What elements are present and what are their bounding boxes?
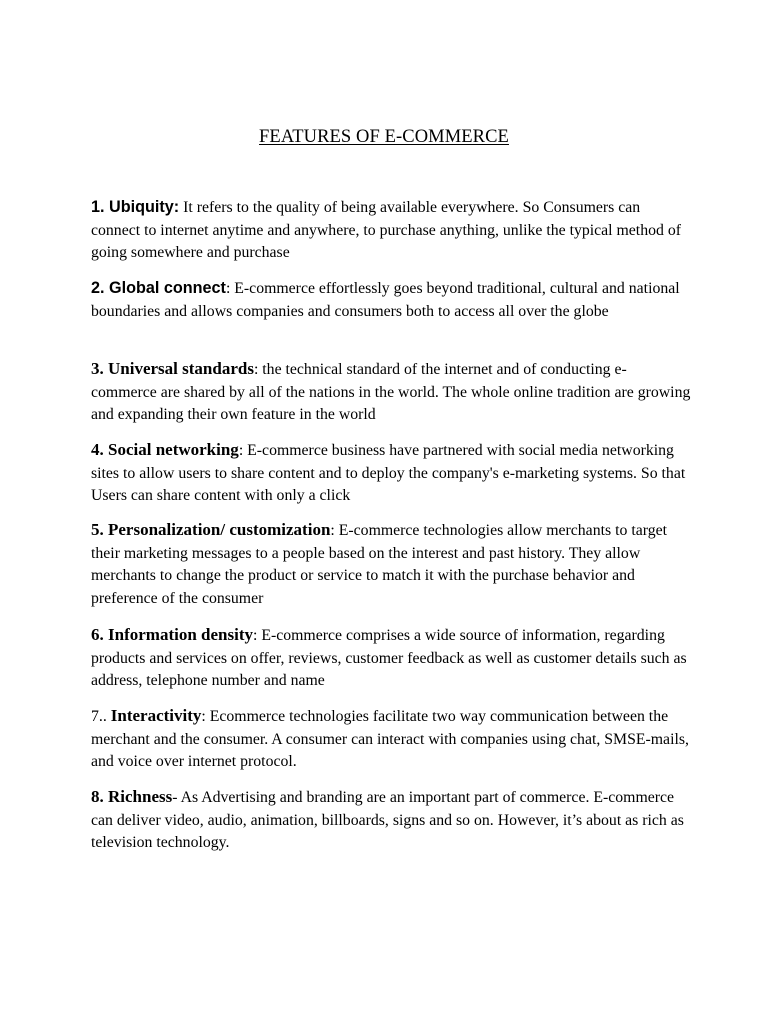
feature-interactivity (91, 705, 691, 774)
feature-heading: 8. Richness (91, 787, 173, 806)
feature-text: : E-commerce business have partnered with social media networking sites to allow users to share content and to deploy the company's e-marketing systems. So that Users can share content with only a click (91, 442, 686, 505)
feature-global-connect (91, 277, 691, 323)
feature-heading: 4. Social networking (91, 440, 239, 459)
feature-heading: 2. Global connect (91, 279, 226, 297)
document-title: FEATURES OF E-COMMERCE (259, 127, 509, 147)
feature-text: : the technical standard of the internet and of conducting e- commerce are shared by all of the nations in the world. The whole online tradition are growing and expanding their own feature in the world (91, 361, 691, 424)
feature-heading: 3. Universal standards (91, 359, 254, 378)
feature-text: : E-commerce technologies allow merchants to target their marketing messages to a people based on the interest and past history. They allow merchants to change the product or service to match it with the purchase behavior and preference of the consumer (91, 522, 667, 607)
feature-text: : E-commerce comprises a wide source of information, regarding products and services on offer, reviews, customer feedback as well as customer details such as address, telephone number and name (91, 627, 687, 690)
feature-heading: 6. Information density (91, 625, 253, 644)
feature-personalization (91, 519, 691, 610)
feature-information-density (91, 624, 691, 693)
feature-text: It refers to the quality of being available everywhere. So Consumers can connect to internet anytime and anywhere, to purchase anything, unlike the typical method of going somewhere and purchase (91, 199, 681, 262)
feature-heading: 1. Ubiquity: (91, 198, 180, 216)
feature-text: : E-commerce effortlessly goes beyond traditional, cultural and national boundaries and allows companies and consumers both to access all over the globe (91, 280, 680, 320)
feature-heading: 5. Personalization/ customization (91, 520, 331, 539)
feature-number: 7.. (91, 708, 111, 725)
feature-text: : Ecommerce technologies facilitate two way communication between the merchant and the consumer. A consumer can interact with companies using chat, SMSE-mails, and voice over internet protocol. (91, 708, 689, 771)
feature-richness (91, 786, 691, 855)
feature-universal-standards (91, 358, 691, 427)
feature-text: - As Advertising and branding are an important part of commerce. E-commerce can deliver video, audio, animation, billboards, signs and so on. However, it’s about as rich as television technology. (91, 789, 684, 852)
feature-ubiquity (91, 196, 691, 265)
feature-social-networking (91, 439, 691, 508)
feature-heading: Interactivity (110, 706, 202, 725)
